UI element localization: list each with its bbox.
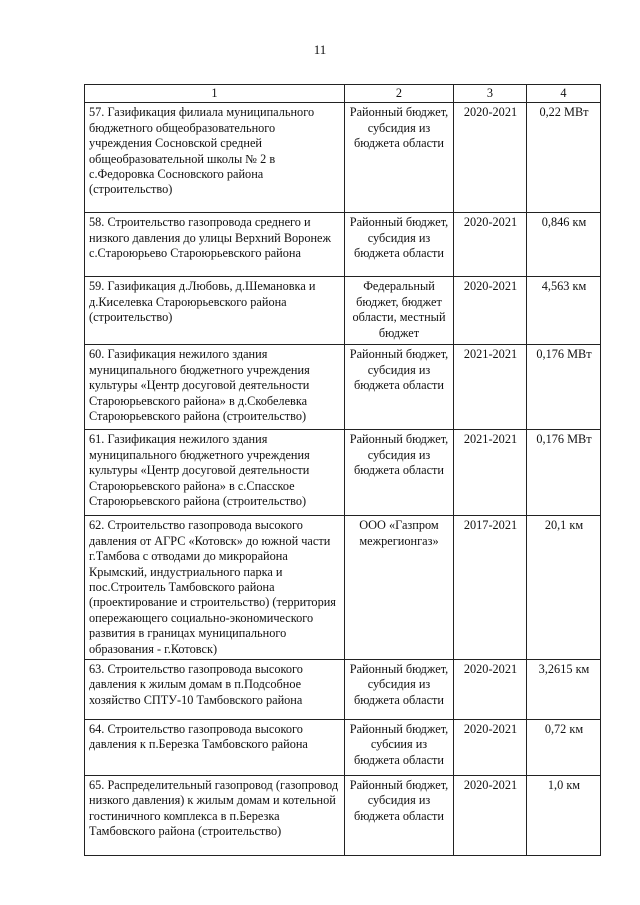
project-name-cell: 61. Газификация нежилого здания муниципального бюджетного учреждения культуры «Центр досуговой деятельности Староюрьевского района» в с.Спасское Староюрьевского района (строительство) (85, 430, 345, 516)
project-name-cell: 62. Строительство газопровода высокого давления от АГРС «Котовск» до южной части г.Тамбова с отводами до микрорайона Крымский, индустриального парка и пос.Строитель Тамбовского района (проектирование и строительство) (территория опережающего социально-экономического развития в границах муниципального образования - г.Котовск) (85, 516, 345, 660)
capacity-cell: 20,1 км (527, 516, 601, 660)
capacity-cell: 0,72 км (527, 720, 601, 776)
table-row (85, 720, 601, 776)
table-row (85, 430, 601, 516)
project-name-cell: 59. Газификация д.Любовь, д.Шемановка и д.Киселевка Староюрьевского района (строительство) (85, 277, 345, 345)
project-name-cell: 57. Газификация филиала муниципального бюджетного общеобразовательного учреждения Сосновской средней общеобразовательной школы № 2 в с.Федоровка Сосновского района (строительство) (85, 103, 345, 213)
funding-source-cell: Районный бюджет, субсидия из бюджета области (345, 103, 454, 213)
period-cell: 2021-2021 (454, 345, 527, 430)
project-name-cell: 58. Строительство газопровода среднего и низкого давления до улицы Верхний Воронеж с.Староюрьево Староюрьевского района (85, 213, 345, 277)
header-cell-4: 4 (527, 85, 601, 103)
capacity-cell: 0,846 км (527, 213, 601, 277)
funding-source-cell: Районный бюджет, субсиия из бюджета области (345, 720, 454, 776)
period-cell: 2017-2021 (454, 516, 527, 660)
funding-source-cell: ООО «Газпром межрегионгаз» (345, 516, 454, 660)
header-cell-2: 2 (345, 85, 454, 103)
capacity-cell: 3,2615 км (527, 660, 601, 720)
project-name-cell: 64. Строительство газопровода высокого давления к п.Березка Тамбовского района (85, 720, 345, 776)
table-row (85, 660, 601, 720)
period-cell: 2020-2021 (454, 277, 527, 345)
capacity-cell: 0,176 МВт (527, 430, 601, 516)
funding-source-cell: Районный бюджет, субсидия из бюджета области (345, 213, 454, 277)
table-row (85, 277, 601, 345)
project-name-cell: 65. Распределительный газопровод (газопровод низкого давления) к жилым домам и котельной гостиничного комплекса в п.Березка Тамбовского района (строительство) (85, 776, 345, 856)
table-row (85, 516, 601, 660)
capacity-cell: 0,176 МВт (527, 345, 601, 430)
page-number: 11 (313, 42, 327, 57)
gasification-table (84, 84, 601, 856)
period-cell: 2020-2021 (454, 660, 527, 720)
capacity-cell: 1,0 км (527, 776, 601, 856)
table-row (85, 103, 601, 213)
table-row (85, 776, 601, 856)
project-name-cell: 63. Строительство газопровода высокого давления к жилым домам в п.Подсобное хозяйство СПТУ-10 Тамбовского района (85, 660, 345, 720)
table-row (85, 213, 601, 277)
period-cell: 2021-2021 (454, 430, 527, 516)
period-cell: 2020-2021 (454, 720, 527, 776)
funding-source-cell: Федеральный бюджет, бюджет области, местный бюджет (345, 277, 454, 345)
header-cell-1: 1 (85, 85, 345, 103)
capacity-cell: 0,22 МВт (527, 103, 601, 213)
table-header-row (85, 85, 601, 103)
table-row (85, 345, 601, 430)
project-name-cell: 60. Газификация нежилого здания муниципального бюджетного учреждения культуры «Центр досуговой деятельности Староюрьевского района» в д.Скобелевка Староюрьевского района (строительство) (85, 345, 345, 430)
capacity-cell: 4,563 км (527, 277, 601, 345)
funding-source-cell: Районный бюджет, субсидия из бюджета области (345, 430, 454, 516)
period-cell: 2020-2021 (454, 776, 527, 856)
funding-source-cell: Районный бюджет, субсидия из бюджета области (345, 345, 454, 430)
header-cell-3: 3 (454, 85, 527, 103)
funding-source-cell: Районный бюджет, субсидия из бюджета области (345, 776, 454, 856)
period-cell: 2020-2021 (454, 213, 527, 277)
funding-source-cell: Районный бюджет, субсидия из бюджета области (345, 660, 454, 720)
table-body (85, 103, 601, 856)
period-cell: 2020-2021 (454, 103, 527, 213)
